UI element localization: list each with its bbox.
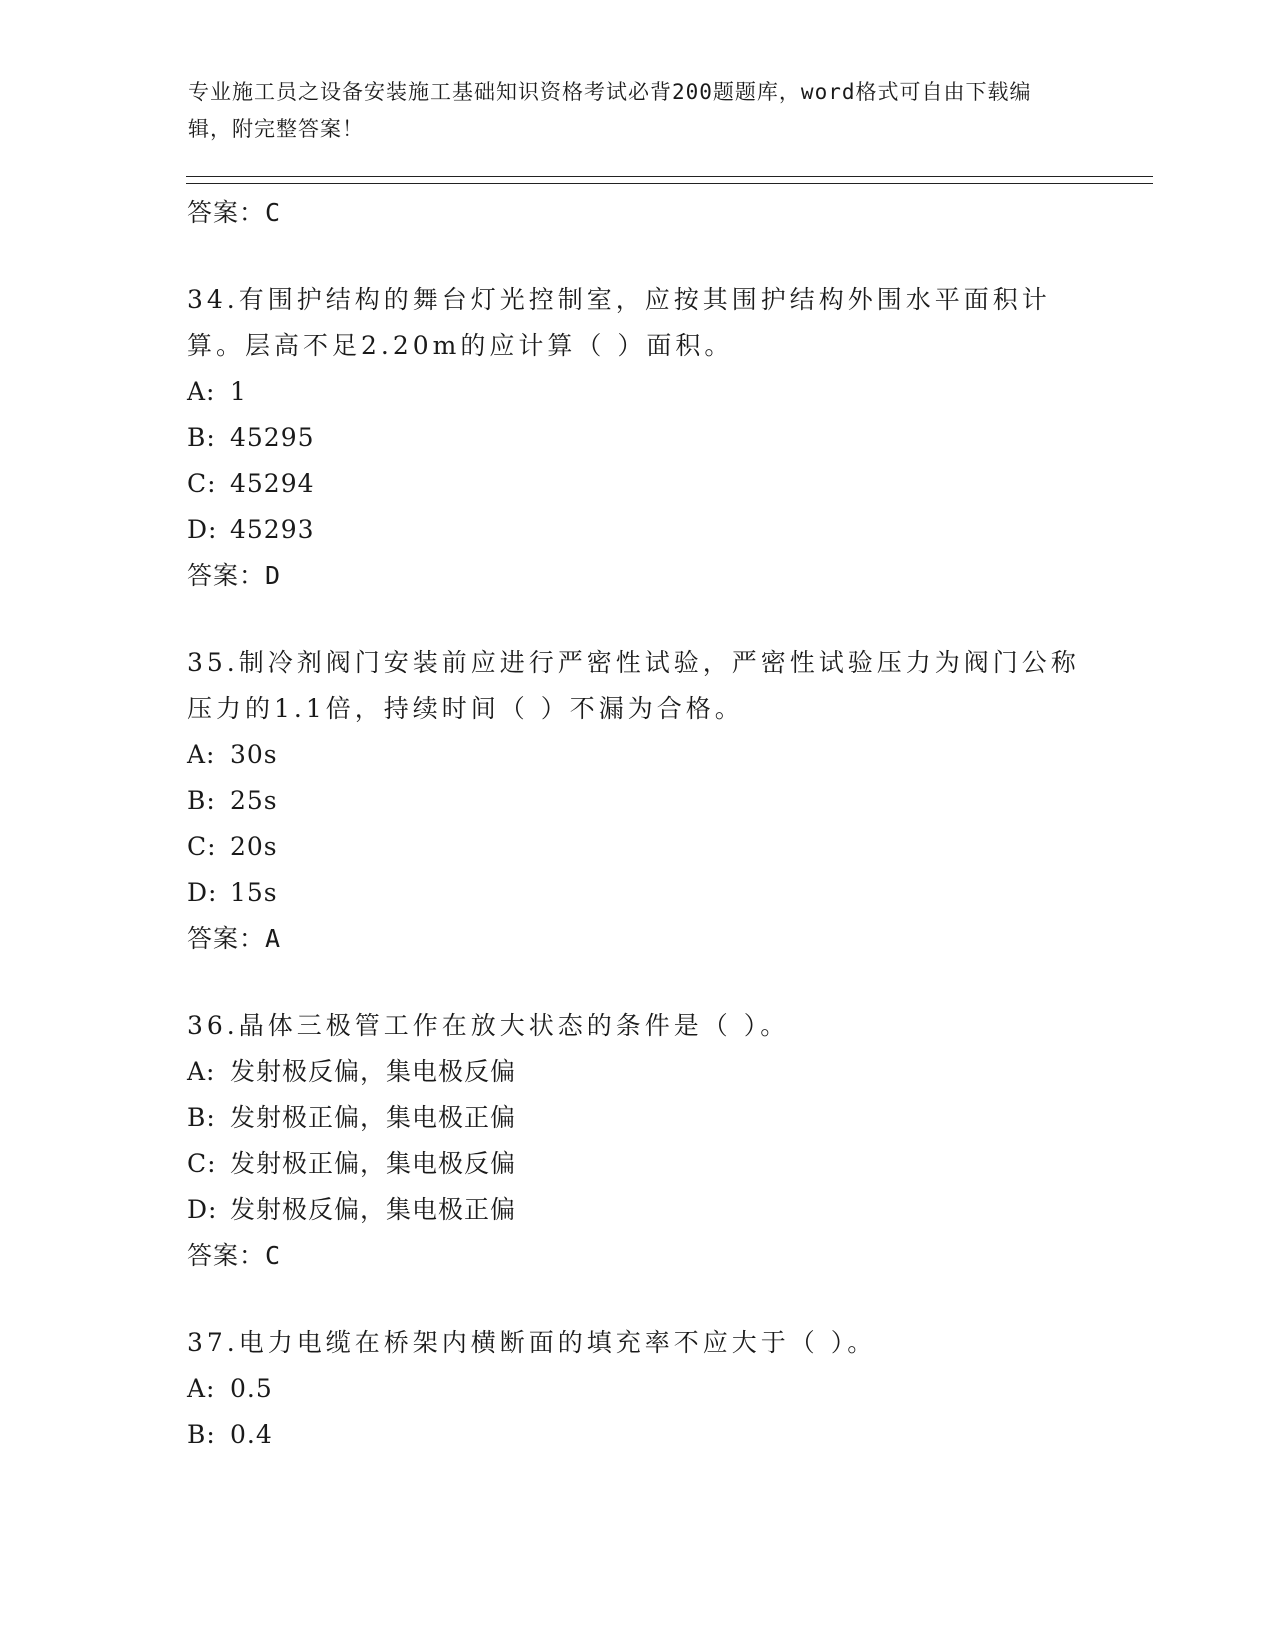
question-36 [187,1003,1087,1278]
option-text: 25s [230,786,278,815]
option-text: 发射极反偏，集电极正偏 [230,1195,517,1224]
option-text: 45293 [230,515,315,544]
option-label: A: [187,740,216,769]
question-37-option-b [187,1412,1087,1458]
question-35-option-a [187,732,1087,778]
option-text: 45295 [230,423,315,452]
option-label: D: [187,1195,218,1224]
option-text: 15s [230,878,278,907]
question-37-option-a [187,1366,1087,1412]
option-label: D: [187,515,218,544]
question-36-title: 36.晶体三极管工作在放大状态的条件是（ ）。 [187,1011,790,1040]
option-label: C: [187,832,217,861]
question-34-option-b [187,415,1087,461]
option-label: D: [187,878,218,907]
question-36-option-b [187,1095,1087,1141]
question-34-option-d [187,507,1087,553]
option-text: 发射极正偏，集电极反偏 [230,1149,517,1178]
question-35-option-b [187,778,1087,824]
answer-36: 答案：C [187,1241,282,1270]
option-label: A: [187,1374,216,1403]
question-36-option-a [187,1049,1087,1095]
option-label: C: [187,469,217,498]
answer-34: 答案：D [187,561,282,590]
question-34-option-a [187,369,1087,415]
option-text: 0.4 [230,1420,273,1449]
option-label: B: [187,423,216,452]
header-divider-bottom [186,183,1153,184]
answer-35: 答案：A [187,924,282,953]
option-text: 发射极反偏，集电极反偏 [230,1057,517,1086]
option-text: 20s [230,832,278,861]
question-35-title: 35.制冷剂阀门安装前应进行严密性试验，严密性试验压力为阀门公称压力的1.1倍，持续时间（ ）不漏为合格。 [187,648,1080,723]
question-35 [187,640,1087,961]
option-text: 45294 [230,469,315,498]
option-label: B: [187,1420,216,1449]
question-34-title: 34.有围护结构的舞台灯光控制室，应按其围护结构外围水平面积计算。层高不足2.20m的应计算（ ）面积。 [187,285,1051,360]
option-label: A: [187,1057,216,1086]
answer-33: 答案：C [187,198,282,227]
question-37-title: 37.电力电缆在桥架内横断面的填充率不应大于（ ）。 [187,1328,877,1357]
option-label: C: [187,1149,217,1178]
option-text: 0.5 [230,1374,273,1403]
question-37 [187,1320,1087,1458]
question-35-option-d [187,870,1087,916]
option-label: B: [187,786,216,815]
option-text: 30s [230,740,278,769]
option-label: A: [187,377,216,406]
option-text: 1 [230,377,247,406]
question-36-option-c [187,1141,1087,1187]
question-34-option-c [187,461,1087,507]
question-list [187,190,1087,1458]
option-label: B: [187,1103,216,1132]
document-header: 专业施工员之设备安装施工基础知识资格考试必背200题题库，word格式可自由下载编辑，附完整答案！ [188,80,1032,141]
question-34 [187,277,1087,598]
question-36-option-d [187,1187,1087,1233]
question-35-option-c [187,824,1087,870]
option-text: 发射极正偏，集电极正偏 [230,1103,517,1132]
header-divider-top [186,176,1153,177]
